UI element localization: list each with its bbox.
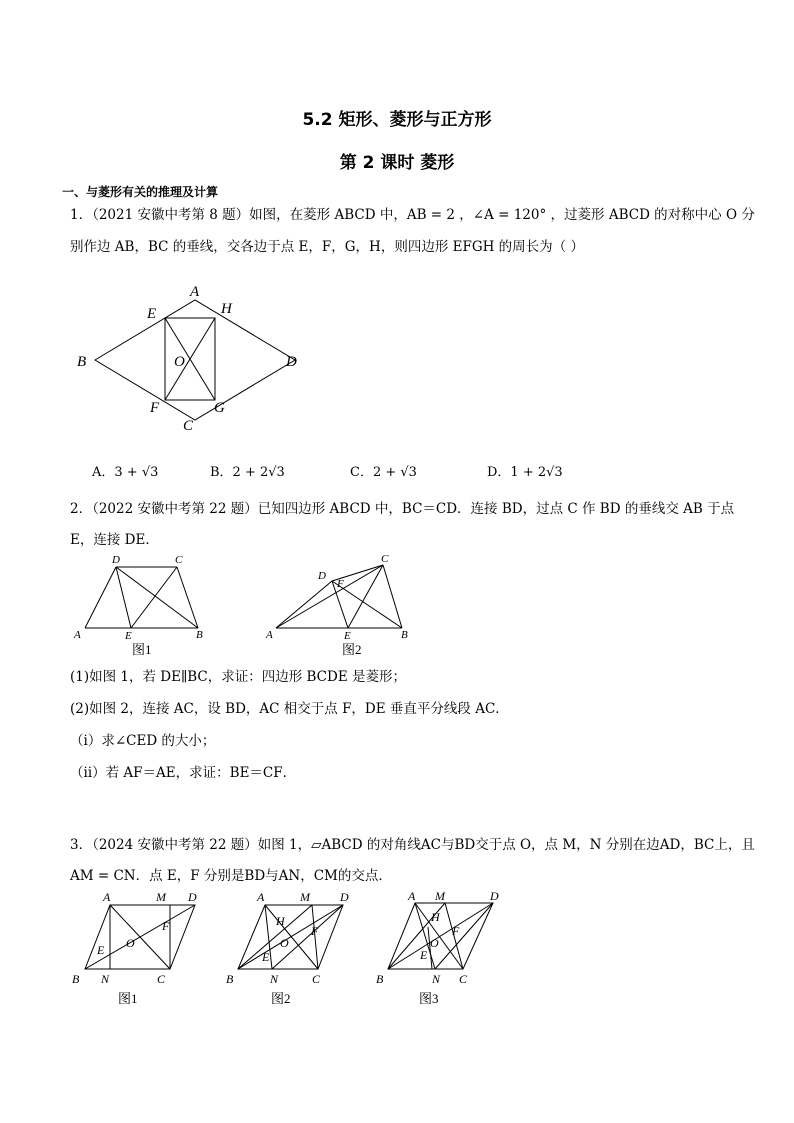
q2-fig1-caption: 图1 xyxy=(132,642,152,657)
q1-label-H: H xyxy=(221,301,232,317)
q3-f1-label-A: A xyxy=(103,890,111,904)
q2-text-line1: 2．（2022 安徽中考第 22 题）已知四边形 ABCD 中，BC＝CD．连接 BD，过点 C 作 BD 的垂线交 AB 于点 xyxy=(70,501,735,517)
q3-fig1-caption: 图1 xyxy=(118,991,138,1006)
q2-part1: (1)如图 1，若 DE∥BC，求证：四边形 BCDE 是菱形； xyxy=(70,669,406,685)
q3-f1-label-E: E xyxy=(97,943,105,957)
q1-text-line2: 别作边 AB，BC 的垂线，交各边于点 E，F，G，H，则四边形 EFGH 的周长为（ ） xyxy=(70,239,584,255)
q3-f3-label-O: O xyxy=(430,936,439,950)
q1-label-O: O xyxy=(174,354,185,370)
q1-label-C: C xyxy=(183,418,194,434)
q2-f1-label-E: E xyxy=(125,630,132,642)
q3-f2-label-E: E xyxy=(262,950,270,964)
q3-f3-label-N: N xyxy=(432,972,441,986)
q3-f1-label-M: M xyxy=(156,890,166,904)
q1-label-A: A xyxy=(190,284,200,300)
q1-label-F: F xyxy=(150,400,160,416)
q3-f3-label-A: A xyxy=(408,889,416,903)
page-title: 5.2 矩形、菱形与正方形 xyxy=(302,110,492,130)
q3-text-line2: AM = CN．点 E，F 分别是BD与AN，CM的交点． xyxy=(70,868,392,884)
q3-f2-label-M: M xyxy=(300,890,310,904)
q3-f1-label-O: O xyxy=(126,936,135,950)
page-subtitle: 第 2 课时 菱形 xyxy=(339,153,455,173)
q1-label-B: B xyxy=(77,354,87,370)
q2-f1-label-A: A xyxy=(74,629,81,641)
q1-figure-rhombus xyxy=(70,280,320,440)
q3-f2-label-A: A xyxy=(257,890,265,904)
q3-f2-label-H: H xyxy=(276,914,285,928)
q2-f1-label-C: C xyxy=(175,554,183,566)
section-heading: 一、与菱形有关的推理及计算 xyxy=(62,185,219,199)
q3-figure1 xyxy=(85,905,195,969)
q3-f3-label-D: D xyxy=(490,889,499,903)
q2-figures xyxy=(70,550,420,660)
q2-sub-ii: （ⅱ）若 AF＝AE，求证：BE＝CF． xyxy=(70,765,297,781)
q3-f1-label-D: D xyxy=(188,890,197,904)
q3-figures xyxy=(60,885,510,1015)
q2-figure1 xyxy=(85,567,198,628)
q2-f2-label-B: B xyxy=(401,629,408,641)
q2-figure2 xyxy=(276,565,402,628)
q3-figure3 xyxy=(388,903,493,969)
q2-f2-label-C: C xyxy=(381,553,389,565)
q2-f2-label-E: E xyxy=(344,630,351,642)
q3-f3-label-B: B xyxy=(376,972,384,986)
q3-f2-label-B: B xyxy=(226,972,234,986)
q3-fig2-caption: 图2 xyxy=(271,991,291,1006)
q3-f3-label-E: E xyxy=(420,948,428,962)
q3-f3-label-M: M xyxy=(435,889,445,903)
q3-f3-label-H: H xyxy=(431,910,440,924)
q3-f1-label-F: F xyxy=(162,919,170,933)
q2-f2-label-A: A xyxy=(266,629,273,641)
q2-fig2-caption: 图2 xyxy=(342,642,362,657)
q1-text-line1: 1．（2021 安徽中考第 8 题）如图，在菱形 ABCD 中，AB = 2 ，∠A = 120° ，过菱形 ABCD 的对称中心 O 分 xyxy=(70,207,755,223)
q3-f2-label-O: O xyxy=(280,936,289,950)
q1-option-d: D．1 + 2√3 xyxy=(487,465,563,480)
q3-figure2 xyxy=(238,905,343,969)
q1-label-D: D xyxy=(286,354,297,370)
q3-text-line1: 3．（2024 安徽中考第 22 题）如图 1，▱ABCD 的对角线AC与BD交于点 O，点 M，N 分别在边AD，BC上，且 xyxy=(70,837,755,853)
q2-f2-label-D: D xyxy=(318,570,326,582)
q3-f1-label-C: C xyxy=(157,972,166,986)
q1-option-b: B．2 + 2√3 xyxy=(210,465,285,480)
q1-label-E: E xyxy=(147,306,157,322)
q1-option-a: A．3 + √3 xyxy=(92,465,159,480)
q2-f1-label-D: D xyxy=(112,554,120,566)
q3-f2-label-D: D xyxy=(340,890,349,904)
q2-sub-i: （ⅰ）求∠CED 的大小； xyxy=(70,733,216,749)
q1-label-G: G xyxy=(214,400,225,416)
q3-f3-label-F: F xyxy=(452,924,460,938)
q1-option-c: C．2 + √3 xyxy=(350,465,417,480)
q3-f3-label-C: C xyxy=(459,972,468,986)
q3-f2-label-C: C xyxy=(312,972,321,986)
q3-f2-label-F: F xyxy=(311,924,319,938)
q3-f1-label-B: B xyxy=(72,972,80,986)
q2-text-line2: E，连接 DE． xyxy=(70,532,159,548)
q3-f1-label-N: N xyxy=(101,972,110,986)
q3-fig3-caption: 图3 xyxy=(419,991,439,1006)
q2-f2-label-F: F xyxy=(337,578,344,590)
q3-f2-label-N: N xyxy=(270,972,279,986)
q2-part2: (2)如图 2，连接 AC，设 BD，AC 相交于点 F，DE 垂直平分线段 AC． xyxy=(70,701,509,717)
q2-f1-label-B: B xyxy=(196,629,203,641)
